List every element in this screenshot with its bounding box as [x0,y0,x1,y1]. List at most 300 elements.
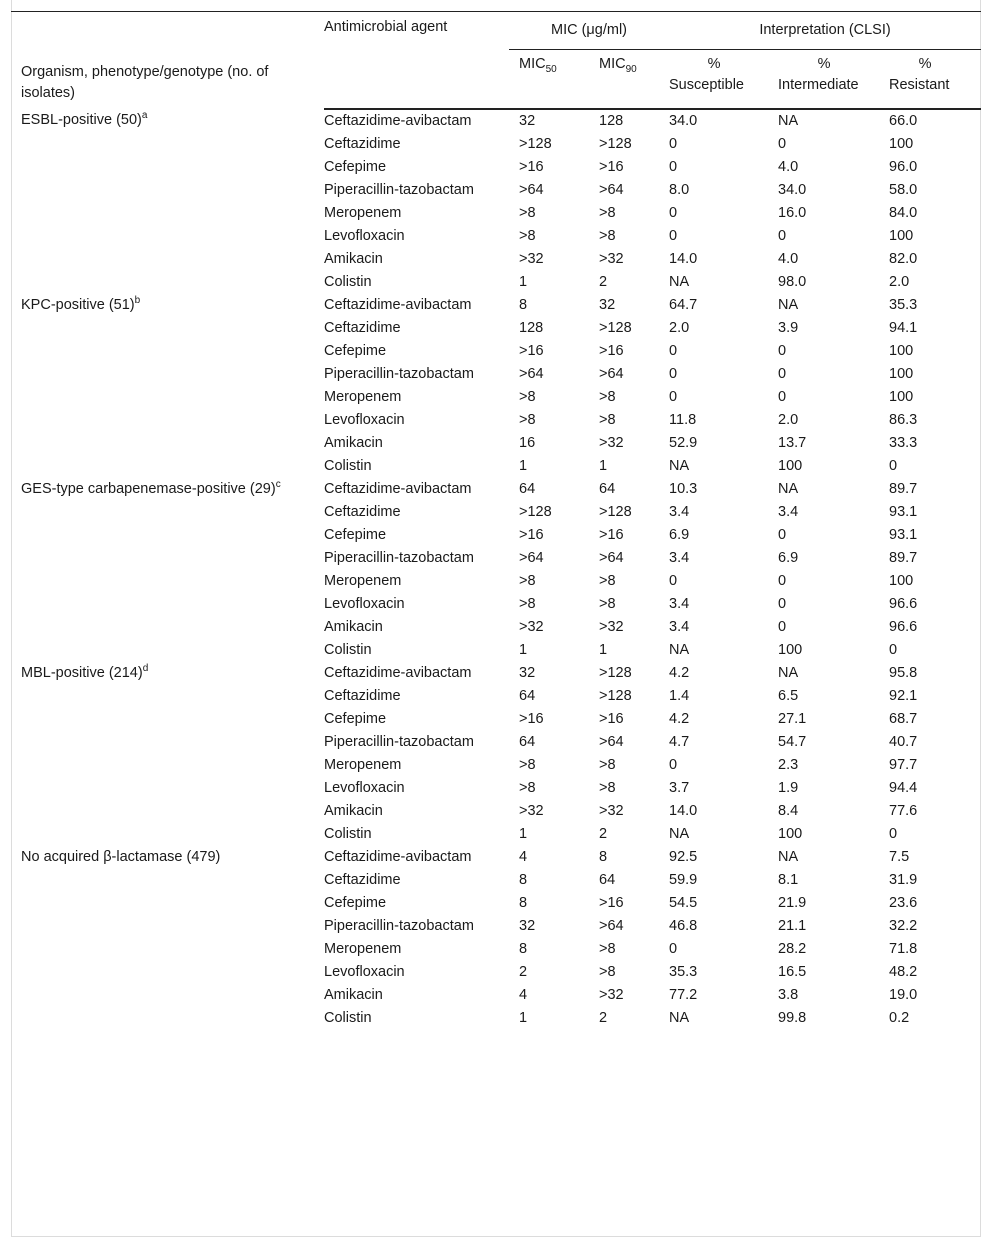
mic90-cell: >8 [599,756,616,773]
susceptible-cell: 0 [669,227,678,244]
mic50-cell: 1 [519,457,528,474]
intermediate-cell: 13.7 [778,434,807,451]
table-body [11,109,981,1030]
susceptible-cell: 8.0 [669,181,690,198]
intermediate-cell: 8.4 [778,802,799,819]
resistant-cell: 23.6 [889,894,918,911]
susceptible-cell: 10.3 [669,480,698,497]
table-row [11,754,981,777]
intermediate-cell: NA [778,112,799,129]
susceptible-cell: 4.7 [669,733,690,750]
agent-cell: Amikacin [324,434,383,451]
mic90-cell: >8 [599,963,616,980]
resistant-cell: 84.0 [889,204,918,221]
organism-cell-empty [11,570,324,593]
mic50-cell: >8 [519,204,536,221]
table-row [11,225,981,248]
agent-cell: Ceftazidime-avibactam [324,480,472,497]
intermediate-cell: 0 [778,572,787,589]
agent-cell: Colistin [324,457,372,474]
susceptible-cell: 4.2 [669,710,690,727]
organism-cell-empty [11,892,324,915]
agent-cell: Ceftazidime [324,319,401,336]
intermediate-cell: 21.9 [778,894,807,911]
intermediate-cell: 100 [778,641,803,658]
mic50-cell: >64 [519,549,544,566]
agent-cell: Levofloxacin [324,227,405,244]
table-row [11,133,981,156]
resistant-cell: 94.4 [889,779,918,796]
table-row [11,869,981,892]
intermediate-cell: 4.0 [778,158,799,175]
mic90-cell: >32 [599,802,624,819]
intermediate-cell: 3.4 [778,503,799,520]
agent-cell: Amikacin [324,618,383,635]
table-row [11,386,981,409]
table-row [11,202,981,225]
mic50-cell: >32 [519,618,544,635]
organism-cell-empty [11,455,324,478]
susceptible-cell: 0 [669,756,678,773]
resistant-cell: 2.0 [889,273,910,290]
table-row [11,708,981,731]
intermediate-cell: 27.1 [778,710,807,727]
mic90-cell: >8 [599,779,616,796]
agent-cell: Levofloxacin [324,779,405,796]
susceptible-cell: 64.7 [669,296,698,313]
resistant-cell: 100 [889,227,914,244]
agent-cell: Piperacillin-tazobactam [324,733,474,750]
resistant-cell: 96.6 [889,595,918,612]
mic90-cell: 2 [599,1009,608,1026]
table-row [11,109,981,133]
resistant-cell: 35.3 [889,296,918,313]
resistant-cell: 71.8 [889,940,918,957]
table-row [11,501,981,524]
resistant-cell: 97.7 [889,756,918,773]
agent-cell: Piperacillin-tazobactam [324,365,474,382]
susceptible-cell: 0 [669,342,678,359]
mic50-cell: 8 [519,940,528,957]
susceptible-cell: 77.2 [669,986,698,1003]
table-row [11,294,981,317]
resistant-cell: 96.0 [889,158,918,175]
table-row [11,984,981,1007]
intermediate-cell: 6.9 [778,549,799,566]
organism-cell-empty [11,225,324,248]
organism-cell-empty [11,869,324,892]
intermediate-cell: NA [778,480,799,497]
resistant-cell: 100 [889,388,914,405]
susceptible-cell: 52.9 [669,434,698,451]
mic50-cell: >8 [519,756,536,773]
mic50-cell: >16 [519,710,544,727]
mic50-cell: 1 [519,273,528,290]
mic90-cell: 64 [599,871,616,888]
susceptible-cell: 11.8 [669,411,697,428]
agent-cell: Ceftazidime [324,871,401,888]
resistant-cell: 66.0 [889,112,918,129]
susceptible-cell: 46.8 [669,917,698,934]
susceptible-cell: 54.5 [669,894,698,911]
agent-header-spacer [324,49,509,109]
organism-cell-empty [11,179,324,202]
mic50-cell: >16 [519,342,544,359]
susceptible-cell: 4.2 [669,664,690,681]
organism-cell-empty [11,547,324,570]
mic90-cell: >32 [599,250,624,267]
agent-cell: Ceftazidime [324,687,401,704]
resistant-cell: 94.1 [889,319,918,336]
agent-cell: Cefepime [324,526,387,543]
agent-cell: Ceftazidime-avibactam [324,664,472,681]
interpretation-group-header: Interpretation (CLSI) [669,12,981,50]
organism-cell-empty [11,777,324,800]
mic90-cell: >128 [599,664,632,681]
mic50-cell: 64 [519,480,536,497]
table-row [11,846,981,869]
intermediate-cell: 0 [778,227,787,244]
susceptible-cell: 3.4 [669,549,690,566]
intermediate-cell: 16.0 [778,204,807,221]
mic50-header: $MIC_{50}$ [509,49,589,109]
mic-group-header: MIC (μg/ml) [509,12,669,50]
organism-cell-empty [11,708,324,731]
susceptible-cell: 3.4 [669,595,690,612]
resistant-cell: 0 [889,641,898,658]
agent-cell: Cefepime [324,342,387,359]
table-row [11,938,981,961]
agent-cell: Ceftazidime-avibactam [324,112,472,129]
organism-cell: ESBL-positive $(50)^a$ [21,109,148,128]
intermediate-cell: NA [778,296,799,313]
susceptible-cell: 0 [669,158,678,175]
mic90-cell: >8 [599,411,616,428]
susceptible-cell: 1.4 [669,687,690,704]
organism-cell: GES-type carbapenemase-positive $(29)^c$ [21,478,281,497]
mic90-cell: 1 [599,641,608,658]
mic50-cell: 8 [519,871,528,888]
mic90-cell: >64 [599,549,624,566]
organism-cell-empty [11,915,324,938]
agent-cell: Ceftazidime-avibactam [324,296,472,313]
agent-cell: Colistin [324,273,372,290]
susceptible-cell: 3.4 [669,503,690,520]
mic90-cell: >16 [599,158,624,175]
agent-cell: Meropenem [324,388,402,405]
mic90-cell: >16 [599,526,624,543]
table-row [11,179,981,202]
intermediate-cell: 16.5 [778,963,807,980]
agent-cell: Piperacillin-tazobactam [324,549,474,566]
resistant-cell: 89.7 [889,549,918,566]
mic50-cell: 1 [519,641,528,658]
resistant-cell: 33.3 [889,434,918,451]
table-row [11,662,981,685]
mic50-cell: >64 [519,181,544,198]
susceptible-cell: 3.7 [669,779,690,796]
resistant-cell: 32.2 [889,917,918,934]
organism-cell-empty [11,731,324,754]
table-row [11,340,981,363]
resistant-cell: 77.6 [889,802,918,819]
susceptible-cell: NA [669,825,690,842]
organism-cell-empty [11,432,324,455]
agent-cell: Meropenem [324,756,402,773]
mic50-cell: 4 [519,986,528,1003]
organism-cell-empty [11,754,324,777]
mic90-cell: >64 [599,181,624,198]
table-row [11,547,981,570]
intermediate-cell: 0 [778,135,787,152]
organism-cell-empty [11,363,324,386]
intermediate-cell: 3.8 [778,986,799,1003]
resistant-cell: 31.9 [889,871,918,888]
table-row [11,892,981,915]
organism-cell-empty [11,593,324,616]
organism-cell-empty [11,409,324,432]
susceptible-cell: 14.0 [669,250,698,267]
susceptibility-table [11,11,981,1030]
resistant-cell: 89.7 [889,480,918,497]
mic90-cell: >128 [599,503,632,520]
intermediate-cell: 98.0 [778,273,807,290]
table-row [11,271,981,294]
intermediate-cell: 2.3 [778,756,799,773]
intermediate-cell: 0 [778,618,787,635]
mic50-cell: 1 [519,825,528,842]
mic90-cell: >8 [599,572,616,589]
organism-cell-empty [11,1007,324,1030]
table-row [11,685,981,708]
mic50-cell: >16 [519,158,544,175]
agent-cell: Ceftazidime [324,135,401,152]
organism-cell-empty [11,386,324,409]
resistant-cell: 48.2 [889,963,918,980]
agent-cell: Ceftazidime-avibactam [324,848,472,865]
organism-cell-empty [11,202,324,225]
susceptible-cell: 14.0 [669,802,698,819]
agent-cell: Ceftazidime [324,503,401,520]
agent-cell: Cefepime [324,894,387,911]
agent-cell: Levofloxacin [324,595,405,612]
susceptible-cell: 0 [669,204,678,221]
table-row [11,593,981,616]
organism-cell-empty [11,501,324,524]
mic90-cell: >64 [599,733,624,750]
resistant-cell: 86.3 [889,411,918,428]
susceptible-cell: 92.5 [669,848,698,865]
agent-cell: Amikacin [324,802,383,819]
organism-cell: KPC-positive $(51)^b$ [21,294,141,313]
table-row [11,570,981,593]
intermediate-cell: 0 [778,342,787,359]
intermediate-cell: 0 [778,388,787,405]
agent-cell: Colistin [324,641,372,658]
mic90-cell: >64 [599,917,624,934]
intermediate-cell: 4.0 [778,250,799,267]
mic50-cell: >8 [519,572,536,589]
resistant-cell: 93.1 [889,526,918,543]
intermediate-cell: 100 [778,825,803,842]
intermediate-cell: 99.8 [778,1009,807,1026]
resistant-cell: 96.6 [889,618,918,635]
susceptible-cell: 2.0 [669,319,690,336]
mic90-cell: >64 [599,365,624,382]
intermediate-cell: 100 [778,457,803,474]
intermediate-cell: 3.9 [778,319,799,336]
mic50-cell: 8 [519,296,528,313]
resistant-cell: 0 [889,457,898,474]
table-row [11,915,981,938]
table-row [11,823,981,846]
mic50-cell: >128 [519,135,552,152]
table-row [11,731,981,754]
mic90-cell: >8 [599,204,616,221]
mic90-cell: >16 [599,710,624,727]
table-row [11,409,981,432]
organism-cell-empty [11,616,324,639]
mic50-cell: 64 [519,733,536,750]
mic50-cell: 32 [519,664,536,681]
mic90-cell: >32 [599,986,624,1003]
organism-cell-empty [11,248,324,271]
resistant-cell: 19.0 [889,986,918,1003]
resistant-cell: 100 [889,572,914,589]
table-row [11,961,981,984]
mic50-cell: >32 [519,802,544,819]
table-row [11,616,981,639]
intermediate-cell: 2.0 [778,411,799,428]
agent-cell: Cefepime [324,710,387,727]
resistant-cell: 100 [889,342,914,359]
susceptible-cell: NA [669,457,690,474]
agent-cell: Colistin [324,825,372,842]
agent-cell: Meropenem [324,940,402,957]
organism-cell-empty [11,685,324,708]
mic90-cell: >8 [599,388,616,405]
organism-cell-empty [11,271,324,294]
organism-cell-empty [11,984,324,1007]
resistant-cell: 58.0 [889,181,918,198]
mic50-cell: >8 [519,411,536,428]
mic90-cell: >8 [599,940,616,957]
mic90-cell: >8 [599,595,616,612]
table-row [11,524,981,547]
organism-cell-empty [11,156,324,179]
table-row [11,800,981,823]
mic90-cell: 8 [599,848,608,865]
mic90-cell: >16 [599,342,624,359]
resistant-cell: 95.8 [889,664,918,681]
susceptible-cell: NA [669,1009,690,1026]
intermediate-cell: 0 [778,365,787,382]
susceptible-cell: 3.4 [669,618,690,635]
mic50-cell: 2 [519,963,528,980]
susceptible-cell: 0 [669,365,678,382]
agent-cell: Levofloxacin [324,411,405,428]
resistant-cell: 82.0 [889,250,918,267]
resistant-header: % Resistant [889,49,981,109]
organism-cell-empty [11,961,324,984]
table-row [11,1007,981,1030]
mic90-cell: 32 [599,296,616,313]
mic50-cell: 4 [519,848,528,865]
mic50-cell: 8 [519,894,528,911]
mic50-cell: >64 [519,365,544,382]
intermediate-cell: 34.0 [778,181,807,198]
mic90-cell: >128 [599,687,632,704]
agent-cell: Amikacin [324,250,383,267]
susceptible-cell: 0 [669,135,678,152]
resistant-cell: 0 [889,825,898,842]
table-row [11,317,981,340]
mic50-cell: >32 [519,250,544,267]
agent-cell: Piperacillin-tazobactam [324,917,474,934]
mic50-cell: >128 [519,503,552,520]
mic50-cell: >16 [519,526,544,543]
organism-cell-empty [11,524,324,547]
mic50-cell: >8 [519,227,536,244]
organism-cell-empty [11,317,324,340]
organism-cell: MBL-positive $(214)^d$ [21,662,149,681]
mic90-cell: >8 [599,227,616,244]
susceptible-cell: 59.9 [669,871,698,888]
susceptible-cell: 34.0 [669,112,698,129]
mic90-cell: 2 [599,273,608,290]
resistant-cell: 7.5 [889,848,910,865]
mic50-cell: 1 [519,1009,528,1026]
agent-cell: Colistin [324,1009,372,1026]
table-header [11,12,981,109]
resistant-cell: 92.1 [889,687,918,704]
mic90-cell: 1 [599,457,608,474]
mic50-cell: 128 [519,319,544,336]
mic90-cell: >16 [599,894,624,911]
mic90-cell: >128 [599,135,632,152]
resistant-cell: 100 [889,135,914,152]
agent-column-header: Antimicrobial agent [324,12,509,50]
intermediate-cell: 1.9 [778,779,799,796]
mic50-cell: 32 [519,917,536,934]
table-row [11,455,981,478]
table-row [11,777,981,800]
resistant-cell: 93.1 [889,503,918,520]
susceptible-cell: NA [669,273,690,290]
organism-cell: No acquired β-lactamase (479) [21,848,221,865]
mic90-cell: >32 [599,434,624,451]
organism-cell-empty [11,823,324,846]
mic90-cell: >32 [599,618,624,635]
agent-cell: Cefepime [324,158,387,175]
mic50-cell: >8 [519,595,536,612]
intermediate-cell: 21.1 [778,917,807,934]
agent-cell: Piperacillin-tazobactam [324,181,474,198]
intermediate-cell: 0 [778,526,787,543]
intermediate-cell: 28.2 [778,940,807,957]
table-row [11,639,981,662]
intermediate-cell: 0 [778,595,787,612]
organism-column-header: Organism, phenotype/genotype (no. of isolates) [11,12,324,109]
agent-cell: Meropenem [324,572,402,589]
organism-cell-empty [11,340,324,363]
intermediate-cell: NA [778,664,799,681]
intermediate-cell: 6.5 [778,687,799,704]
susceptible-cell: 0 [669,572,678,589]
agent-cell: Levofloxacin [324,963,405,980]
table-row [11,156,981,179]
resistant-cell: 100 [889,365,914,382]
